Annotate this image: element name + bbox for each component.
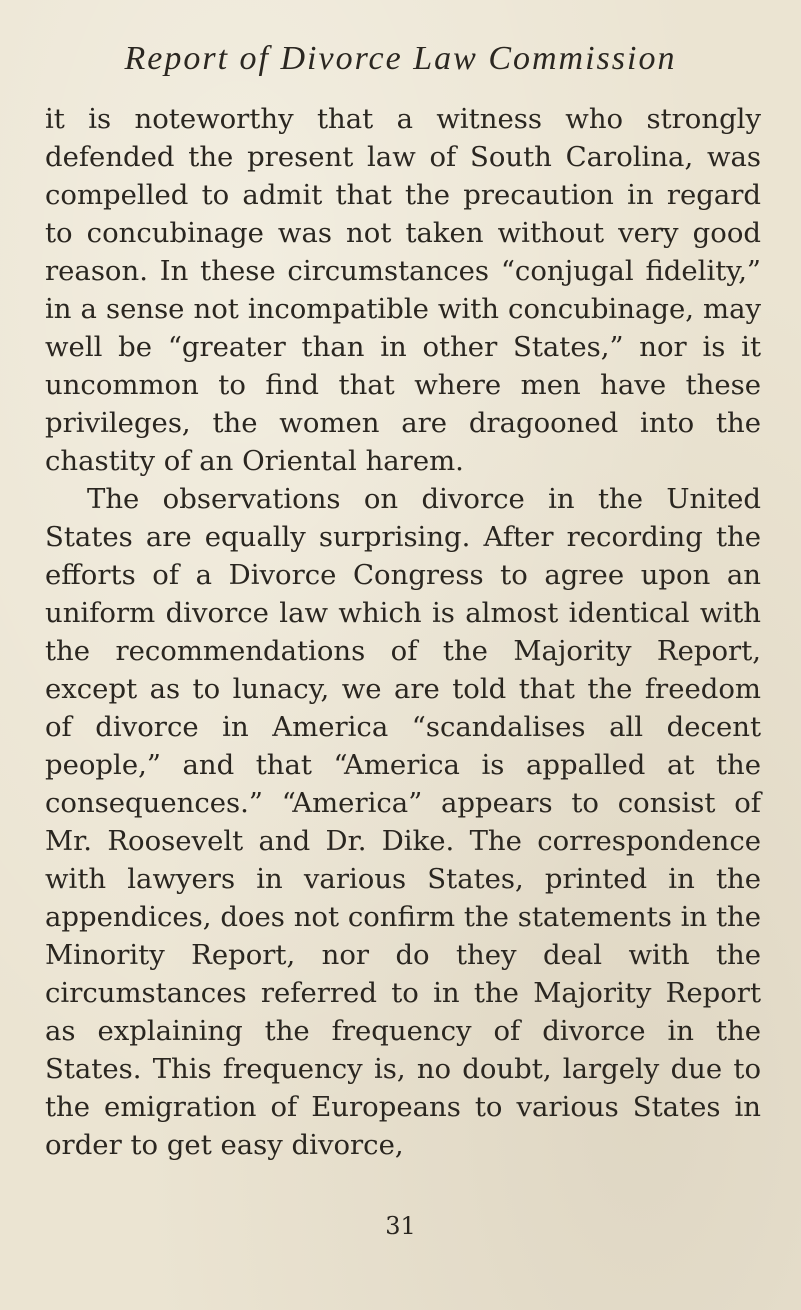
- paragraph-divorce-united-states: The observations on divorce in the United States are equally surprising. After recording the efforts of a Divorce Congress to agree upon an uniform divorce law which is almost identical with the recommendations of the Majority Report, except as to lunacy, we are told that the freedom of divorce in America “scandalises all decent people,” and that “America is appalled at the consequences.” “America” appears to consist of Mr. Roosevelt and Dr. Dike. The correspondence with lawyers in various States, printed in the appendices, does not confirm the statements in the Minority Report, nor do they deal with the circumstances referred to in the Majority Report as explaining the frequency of divorce in the States. This frequency is, no doubt, largely due to the emigration of Europeans to various States in order to get easy divorce,: [45, 483, 761, 1161]
- body-text: [45, 100, 761, 1164]
- running-head: Report of Divorce Law Commission: [124, 40, 677, 77]
- page-number: 31: [385, 1212, 416, 1240]
- paragraph-continued: it is noteworthy that a witness who strongly defended the present law of South Carolina, was compelled to admit that the precaution in regard to concubinage was not taken without very good reason. In these circumstances “conjugal fidelity,” in a sense not incompatible with concubinage, may well be “greater than in other States,” nor is it uncommon to find that where men have these privileges, the women are dragooned into the chastity of an Oriental harem.: [45, 103, 761, 477]
